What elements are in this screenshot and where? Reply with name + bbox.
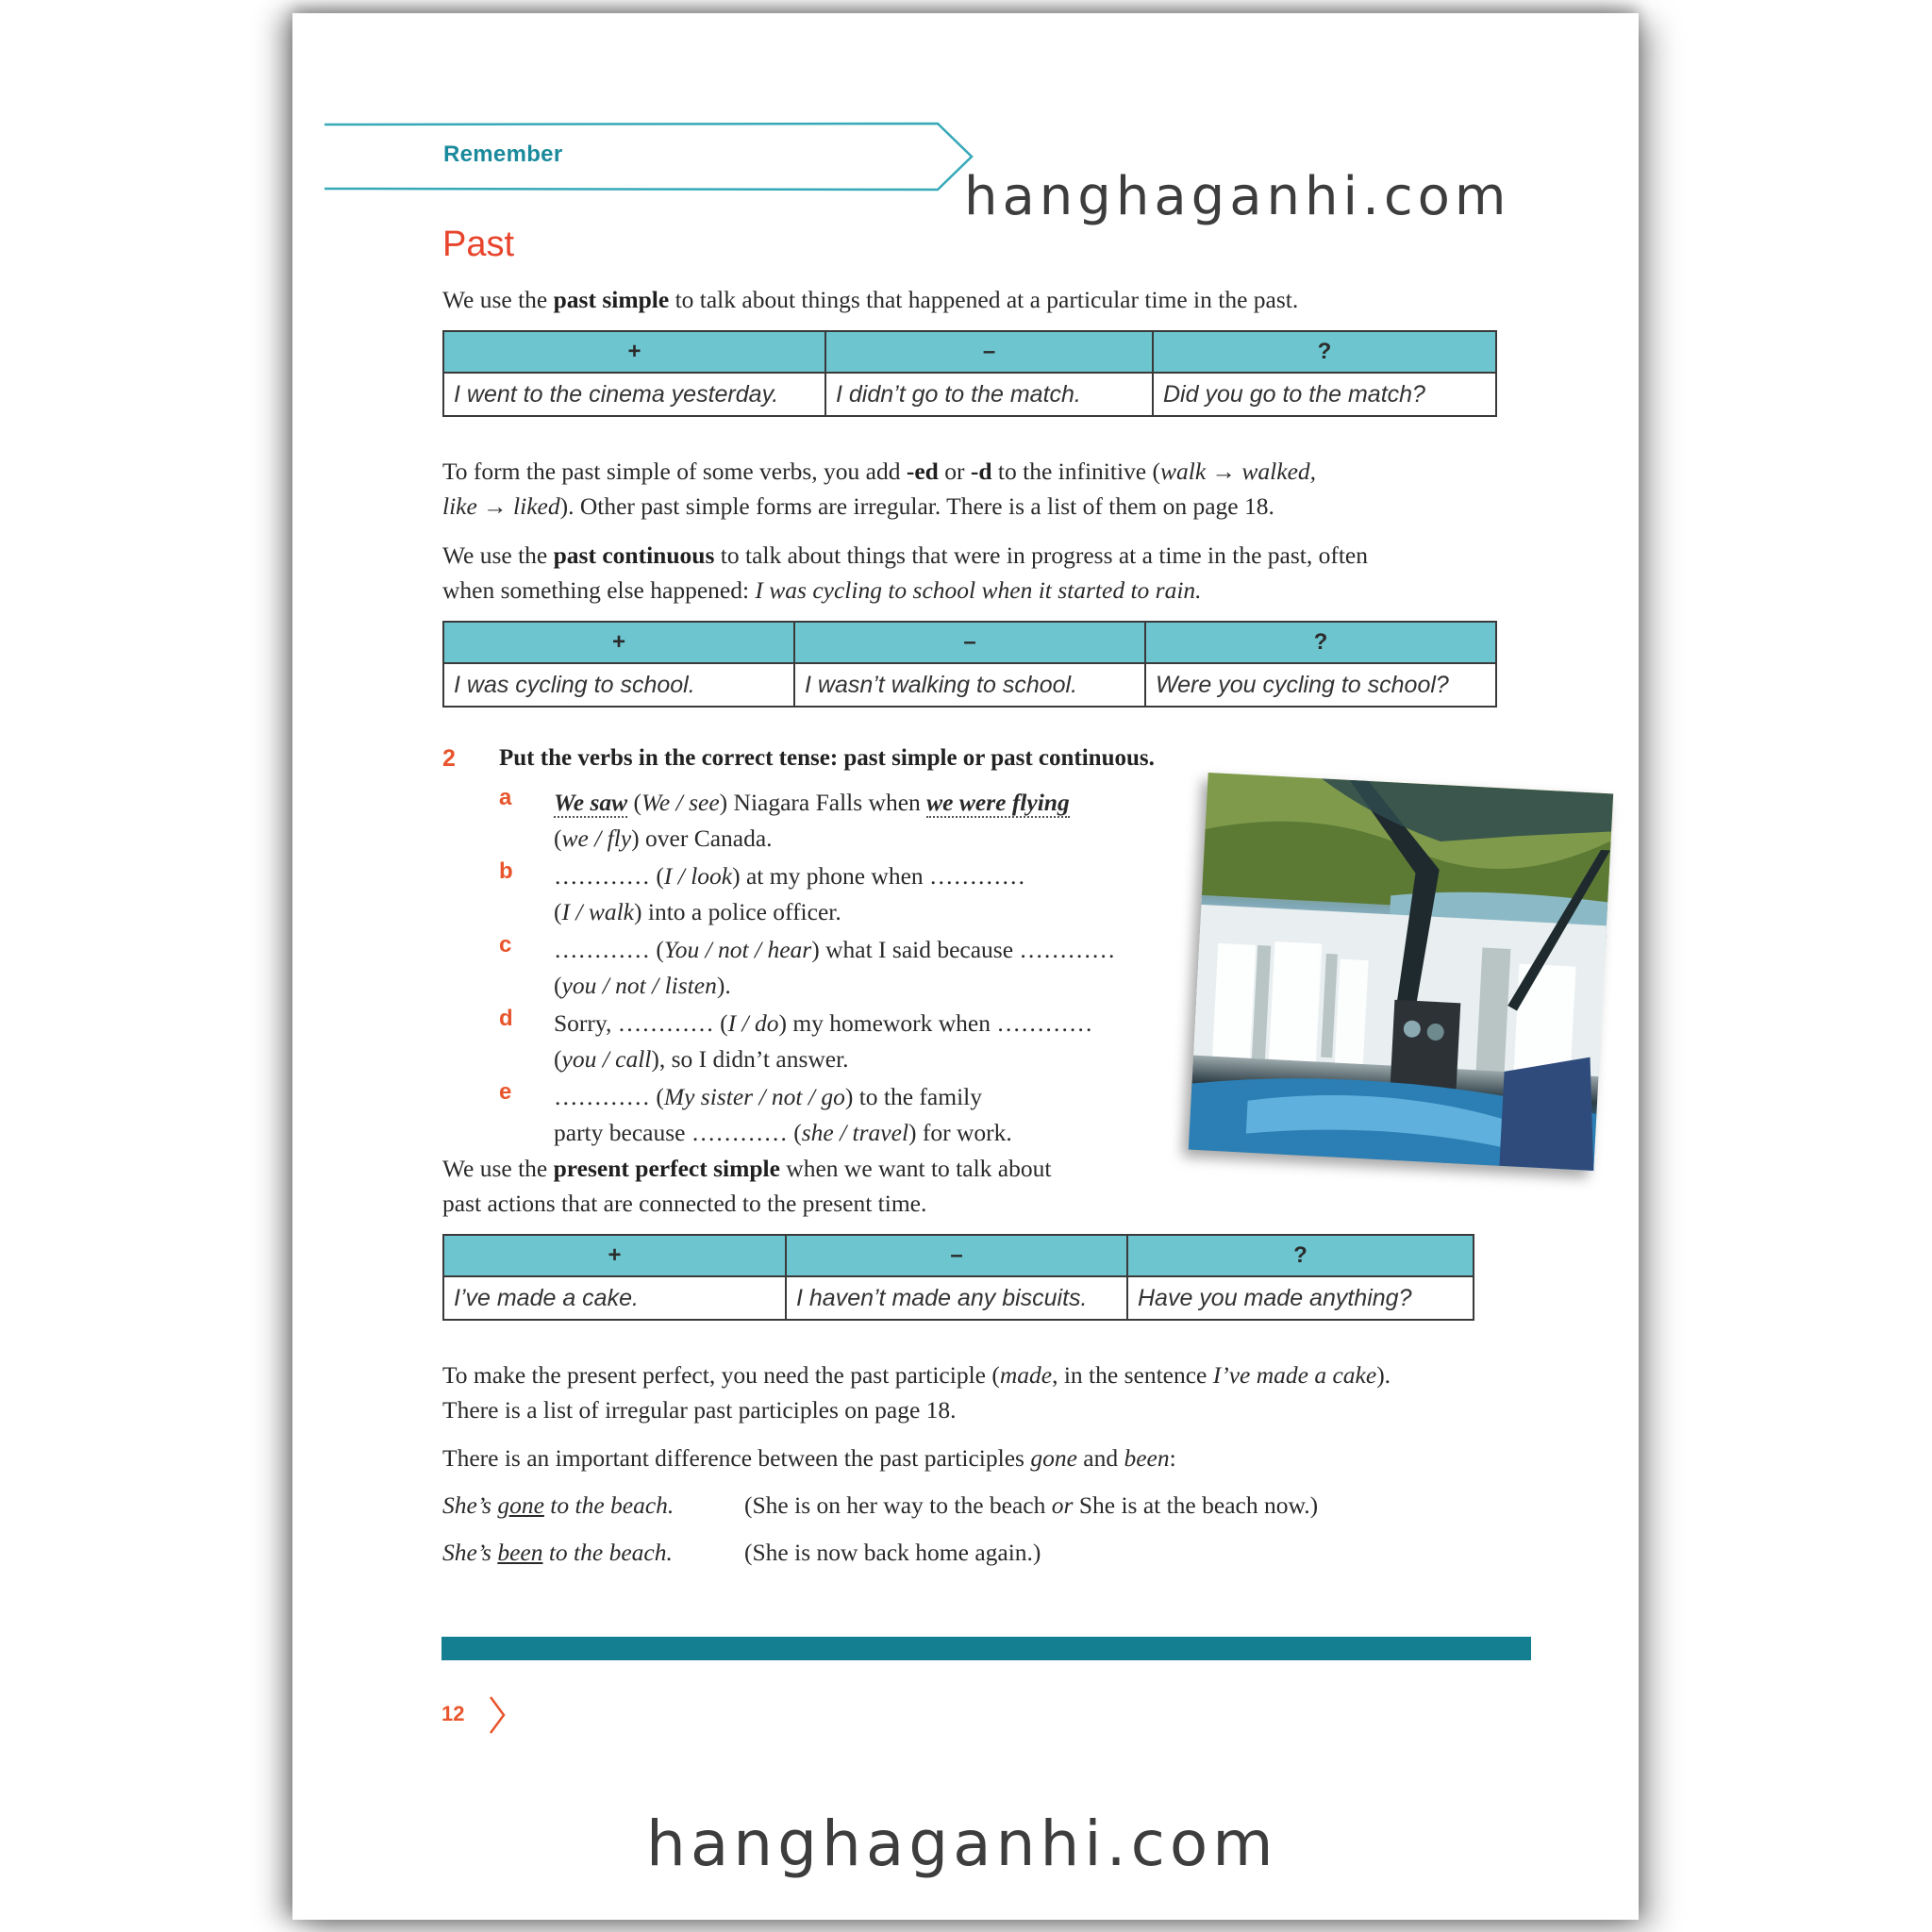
answer-blank[interactable]: ………… xyxy=(691,1119,788,1146)
answer-blank[interactable]: ………… xyxy=(929,862,1026,890)
past-continuous-table xyxy=(442,621,1497,708)
past-simple-table xyxy=(442,330,1497,417)
item-line2: party because ………… (she / travel) for work. xyxy=(554,1119,1012,1146)
header-positive: + xyxy=(443,622,794,663)
header-positive: + xyxy=(443,1235,786,1276)
header-negative: – xyxy=(794,622,1145,663)
table-header-row xyxy=(443,622,1496,663)
past-simple-intro: We use the past simple to talk about things that happened at a particular time in the past. xyxy=(442,286,1299,313)
watermark-bottom: hanghaganhi.com xyxy=(646,1807,1278,1880)
past-continuous-line2: when something else happened: I was cycling to school when it started to rain. xyxy=(442,576,1202,604)
table-row xyxy=(443,1276,1474,1320)
chevron-right-icon xyxy=(487,1694,509,1736)
banner-arrow-outline-icon xyxy=(325,121,975,192)
answer-blank[interactable]: ………… xyxy=(554,936,650,963)
item-line2: (you / not / listen). xyxy=(554,972,731,999)
section-title: Past xyxy=(442,225,515,264)
answer-text: we were flying xyxy=(926,789,1070,816)
exercise-item-a xyxy=(499,785,1178,860)
table-row xyxy=(443,663,1496,707)
table-header-row xyxy=(443,331,1496,373)
item-letter: b xyxy=(499,858,513,884)
exercise-item-c xyxy=(499,932,1178,1008)
past-simple-form-line1: To form the past simple of some verbs, you add -ed or -d to the infinitive (walk → walked, xyxy=(442,458,1317,485)
item-letter: c xyxy=(499,932,512,958)
present-perfect-make-line1: To make the present perfect, you need the past participle (made, in the sentence I’ve made a cake). xyxy=(442,1361,1391,1389)
exercise-item-e xyxy=(499,1079,1178,1155)
present-perfect-line2: past actions that are connected to the present time. xyxy=(442,1190,927,1217)
answer-blank[interactable]: ………… xyxy=(554,1083,650,1110)
cell-positive: I’ve made a cake. xyxy=(443,1276,786,1320)
watermark-top: hanghaganhi.com xyxy=(964,166,1511,227)
header-question: ? xyxy=(1153,331,1496,373)
header-positive: + xyxy=(443,331,825,373)
header-question: ? xyxy=(1127,1235,1474,1276)
table-header-row xyxy=(443,1235,1474,1276)
item-line2: (I / walk) into a police officer. xyxy=(554,898,841,925)
item-line1: We saw (We / see) Niagara Falls when we were flying xyxy=(554,789,1070,816)
helicopter-waterfall-photo xyxy=(1189,773,1613,1171)
past-continuous-line1: We use the past continuous to talk about things that were in progress at a time in the past, often xyxy=(442,541,1368,569)
cell-question: Have you made anything? xyxy=(1127,1276,1474,1320)
footer-bar xyxy=(441,1637,1531,1660)
underlined-word: been xyxy=(497,1539,543,1566)
cell-positive: I was cycling to school. xyxy=(443,663,794,707)
item-letter: a xyxy=(499,785,512,810)
example-been-gloss: (She is now back home again.) xyxy=(744,1539,1041,1566)
cell-question: Did you go to the match? xyxy=(1153,373,1496,416)
underlined-word: gone xyxy=(497,1491,544,1519)
photo-illustration xyxy=(1189,773,1613,1171)
page-number: 12 xyxy=(441,1702,465,1725)
item-line2: (you / call), so I didn’t answer. xyxy=(554,1045,849,1073)
exercise-number: 2 xyxy=(442,745,456,772)
answer-blank[interactable]: ………… xyxy=(617,1009,714,1037)
example-been: She’s been to the beach. xyxy=(442,1539,673,1566)
remember-banner xyxy=(325,121,975,192)
cell-negative: I wasn’t walking to school. xyxy=(794,663,1145,707)
header-negative: – xyxy=(786,1235,1127,1276)
exercise-title: Put the verbs in the correct tense: past simple or past continuous. xyxy=(499,745,1155,771)
cell-negative: I haven’t made any biscuits. xyxy=(786,1276,1127,1320)
item-line1: ………… (I / look) at my phone when ………… xyxy=(554,862,1026,890)
gone-been-intro: There is an important difference between the past participles gone and been: xyxy=(442,1444,1176,1472)
example-gone-gloss: (She is on her way to the beach or She is at the beach now.) xyxy=(744,1491,1319,1519)
answer-blank[interactable]: ………… xyxy=(1019,936,1116,963)
header-question: ? xyxy=(1145,622,1496,663)
answer-blank[interactable]: ………… xyxy=(996,1009,1093,1037)
answer-text: We saw xyxy=(554,789,628,816)
cell-question: Were you cycling to school? xyxy=(1145,663,1496,707)
item-letter: d xyxy=(499,1006,513,1031)
banner-label: Remember xyxy=(443,142,563,167)
past-simple-form-line2: like → liked). Other past simple forms are irregular. There is a list of them on page 18. xyxy=(442,492,1274,520)
present-perfect-table xyxy=(442,1234,1474,1321)
exercise-item-d xyxy=(499,1006,1178,1081)
item-line1: ………… (My sister / not / go) to the family xyxy=(554,1083,982,1110)
header-negative: – xyxy=(825,331,1153,373)
cell-positive: I went to the cinema yesterday. xyxy=(443,373,825,416)
item-letter: e xyxy=(499,1079,512,1105)
exercise-item-b xyxy=(499,858,1178,934)
cell-negative: I didn’t go to the match. xyxy=(825,373,1153,416)
present-perfect-line1: We use the present perfect simple when we want to talk about xyxy=(442,1155,1052,1182)
present-perfect-make-line2: There is a list of irregular past participles on page 18. xyxy=(442,1396,957,1424)
table-row xyxy=(443,373,1496,416)
item-line1: Sorry, ………… (I / do) my homework when ………… xyxy=(554,1009,1093,1037)
item-line2: (we / fly) over Canada. xyxy=(554,824,773,852)
example-gone: She’s gone to the beach. xyxy=(442,1491,675,1519)
item-line1: ………… (You / not / hear) what I said because ………… xyxy=(554,936,1116,963)
answer-blank[interactable]: ………… xyxy=(554,862,650,890)
